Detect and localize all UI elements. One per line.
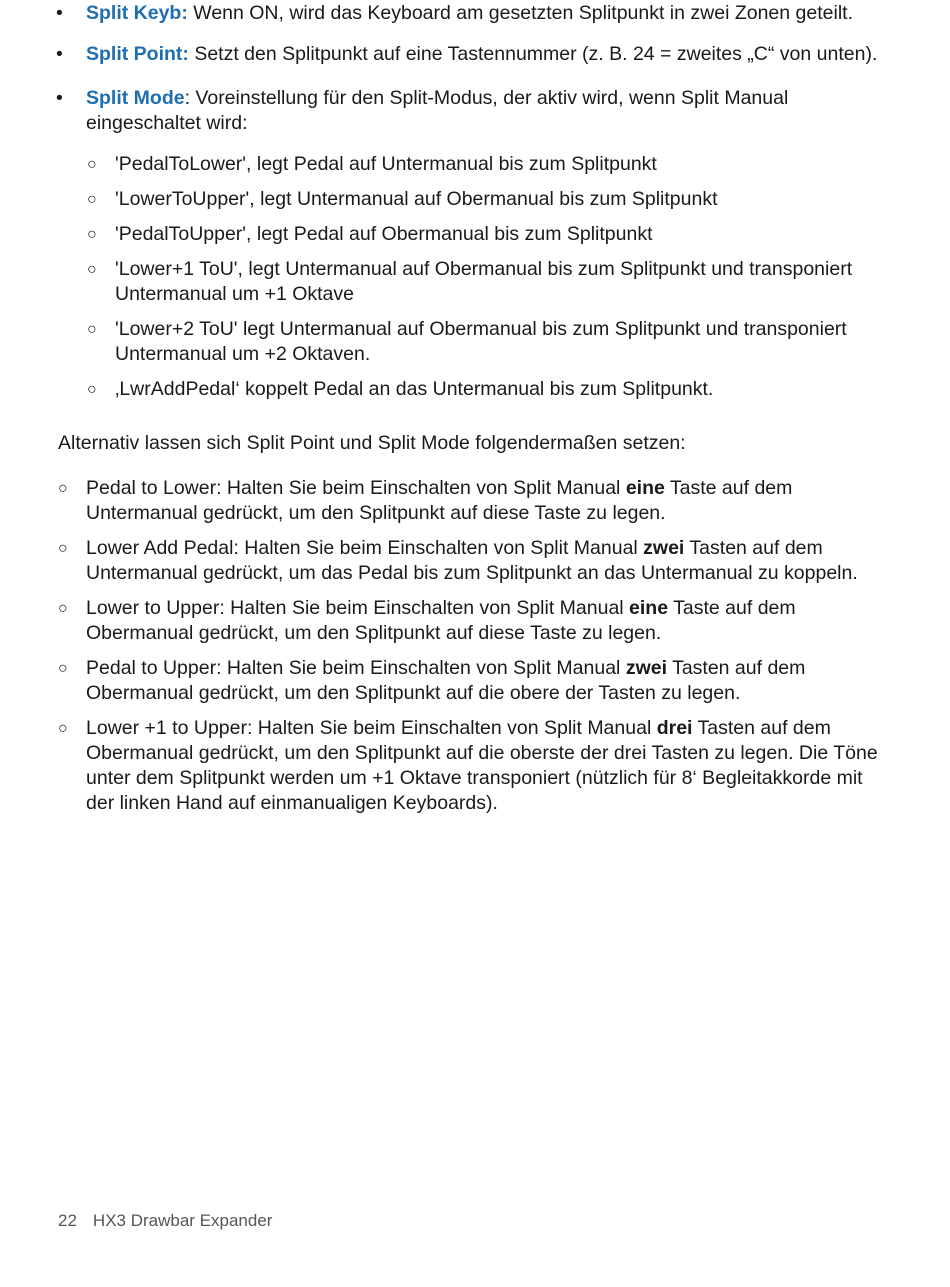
bullet-dot-icon: • <box>56 43 63 65</box>
sub-list-item <box>87 222 895 247</box>
alt-item-post: Tasten auf dem Untermanual gedrückt, um das Pedal bis zum Splitpunkt an das Untermanual zu koppeln. <box>86 537 858 584</box>
alt-item-pre: Pedal to Lower: Halten Sie beim Einschalten von Split Manual <box>86 477 626 499</box>
alt-item-bold: drei <box>656 717 693 739</box>
alt-item-post: Taste auf dem Obermanual gedrückt, um den Splitpunkt auf diese Taste zu legen. <box>86 597 796 644</box>
circle-bullet-icon: ○ <box>58 720 68 737</box>
circle-bullet-icon: ○ <box>87 156 97 173</box>
sub-list-item <box>87 187 895 212</box>
alt-item-pre: Lower to Upper: Halten Sie beim Einschalten von Split Manual <box>86 597 630 619</box>
alt-item-post: Tasten auf dem Obermanual gedrückt, um den Splitpunkt auf die obere der Tasten zu legen. <box>86 657 806 704</box>
circle-bullet-icon: ○ <box>87 191 97 208</box>
circle-bullet-icon: ○ <box>87 261 97 278</box>
alt-item-bold: zwei <box>625 657 667 679</box>
alt-item-bold: eine <box>629 597 669 619</box>
alt-item-pre: Lower Add Pedal: Halten Sie beim Einschalten von Split Manual <box>86 537 644 559</box>
alt-item-pre: Pedal to Upper: Halten Sie beim Einschalten von Split Manual <box>86 657 626 679</box>
alt-list-item <box>58 716 895 816</box>
alt-list-item <box>58 536 895 586</box>
bullet-split-point <box>56 42 895 67</box>
alt-list-item <box>58 596 895 646</box>
term-description: Setzt den Splitpunkt auf eine Tastennummer (z. B. 24 = zweites „C“ von unten). <box>188 43 878 65</box>
sub-list-item <box>87 317 895 367</box>
sub-list-item <box>87 257 895 307</box>
sub-item-text: 'Lower+1 ToU', legt Untermanual auf Obermanual bis zum Splitpunkt und transponiert Untermanual um +1 Oktave <box>115 258 853 305</box>
circle-bullet-icon: ○ <box>58 660 68 677</box>
alt-item-bold: eine <box>625 477 665 499</box>
bullet-split-keyb <box>56 1 895 26</box>
bullet-dot-icon: • <box>56 2 63 24</box>
intro-paragraph: Alternativ lassen sich Split Point und Split Mode folgendermaßen setzen: <box>58 432 686 454</box>
bullet-split-mode <box>56 86 895 136</box>
alt-item-post: Tasten auf dem Obermanual gedrückt, um den Splitpunkt auf die oberste der drei Tasten zu legen. Die Töne unter dem Splitpunkt werden um +1 Oktave transponiert (nützlich für 8‘ Begleitakkorde mit der linken Hand auf einmanualigen Keyboards). <box>86 717 878 814</box>
alt-list-item <box>58 656 895 706</box>
alt-item-post: Taste auf dem Untermanual gedrückt, um den Splitpunkt auf diese Taste zu legen. <box>86 477 793 524</box>
sub-list-item <box>87 377 895 402</box>
sub-list-item <box>87 152 895 177</box>
bullet-dot-icon: • <box>56 87 63 109</box>
circle-bullet-icon: ○ <box>58 600 68 617</box>
sub-item-text: ‚LwrAddPedal‘ koppelt Pedal an das Untermanual bis zum Splitpunkt. <box>115 378 714 400</box>
term-label: Split Point: <box>86 43 189 65</box>
term-description: Wenn ON, wird das Keyboard am gesetzten Splitpunkt in zwei Zonen geteilt. <box>187 2 853 24</box>
term-description: : Voreinstellung für den Split-Modus, der aktiv wird, wenn Split Manual eingeschaltet wird: <box>86 87 789 134</box>
circle-bullet-icon: ○ <box>87 321 97 338</box>
alt-item-pre: Lower +1 to Upper: Halten Sie beim Einschalten von Split Manual <box>86 717 657 739</box>
sub-item-text: 'PedalToUpper', legt Pedal auf Obermanual bis zum Splitpunkt <box>115 223 653 245</box>
sub-item-text: 'PedalToLower', legt Pedal auf Untermanual bis zum Splitpunkt <box>115 153 657 175</box>
page-footer <box>58 1208 272 1233</box>
page-number: 22 <box>58 1211 77 1230</box>
footer-title: HX3 Drawbar Expander <box>92 1211 273 1230</box>
circle-bullet-icon: ○ <box>87 226 97 243</box>
alt-item-bold: zwei <box>643 537 685 559</box>
term-label: Split Keyb: <box>86 2 188 24</box>
term-label: Split Mode <box>86 87 185 109</box>
circle-bullet-icon: ○ <box>58 540 68 557</box>
sub-item-text: 'LowerToUpper', legt Untermanual auf Obermanual bis zum Splitpunkt <box>115 188 718 210</box>
sub-item-text: 'Lower+2 ToU' legt Untermanual auf Obermanual bis zum Splitpunkt und transponiert Untermanual um +2 Oktaven. <box>115 318 847 365</box>
circle-bullet-icon: ○ <box>87 381 97 398</box>
circle-bullet-icon: ○ <box>58 480 68 497</box>
alt-list-item <box>58 476 895 526</box>
